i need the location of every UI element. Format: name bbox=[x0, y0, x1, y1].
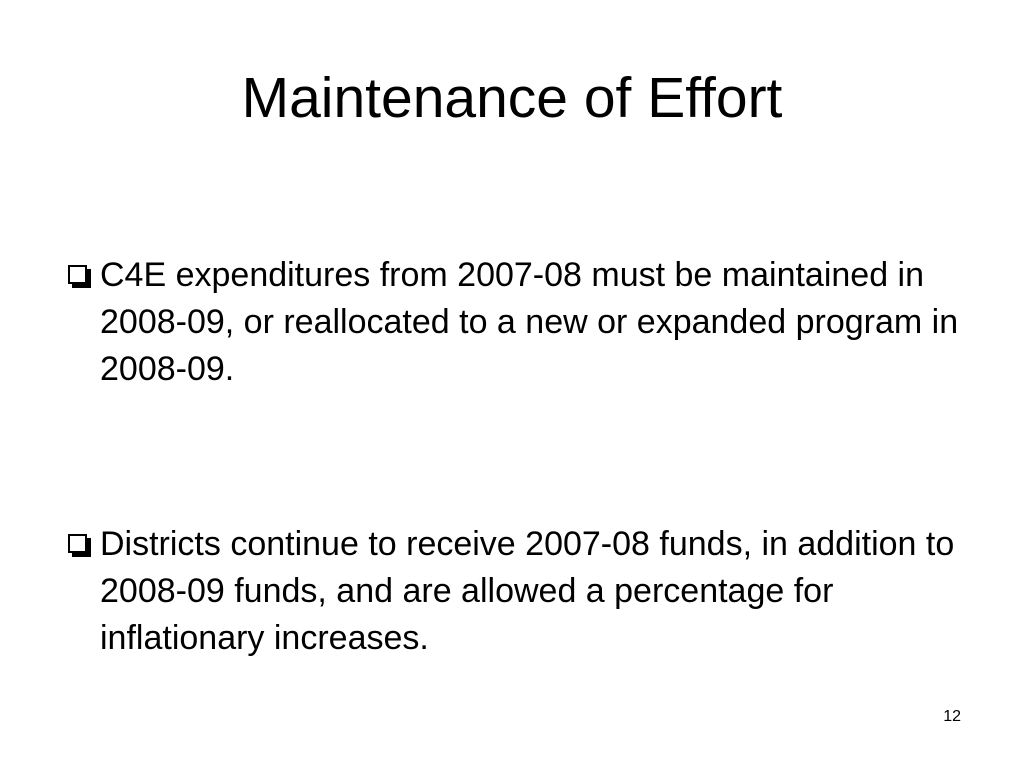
bullet-text: Districts continue to receive 2007-08 funds, in addition to 2008-09 funds, and are allowed a percentage for inflationary increases. bbox=[100, 525, 955, 657]
slide-title: Maintenance of Effort bbox=[241, 66, 783, 130]
bullet-item bbox=[60, 252, 960, 393]
bullet-text: C4E expenditures from 2007-08 must be maintained in 2008-09, or reallocated to a new or expanded program in 2008-09. bbox=[100, 256, 959, 388]
checkbox-square-icon bbox=[68, 534, 87, 553]
checkbox-square-icon bbox=[68, 265, 87, 284]
bullet-list bbox=[60, 252, 960, 662]
bullet-item bbox=[60, 521, 960, 662]
slide-number: 12 bbox=[943, 708, 961, 725]
